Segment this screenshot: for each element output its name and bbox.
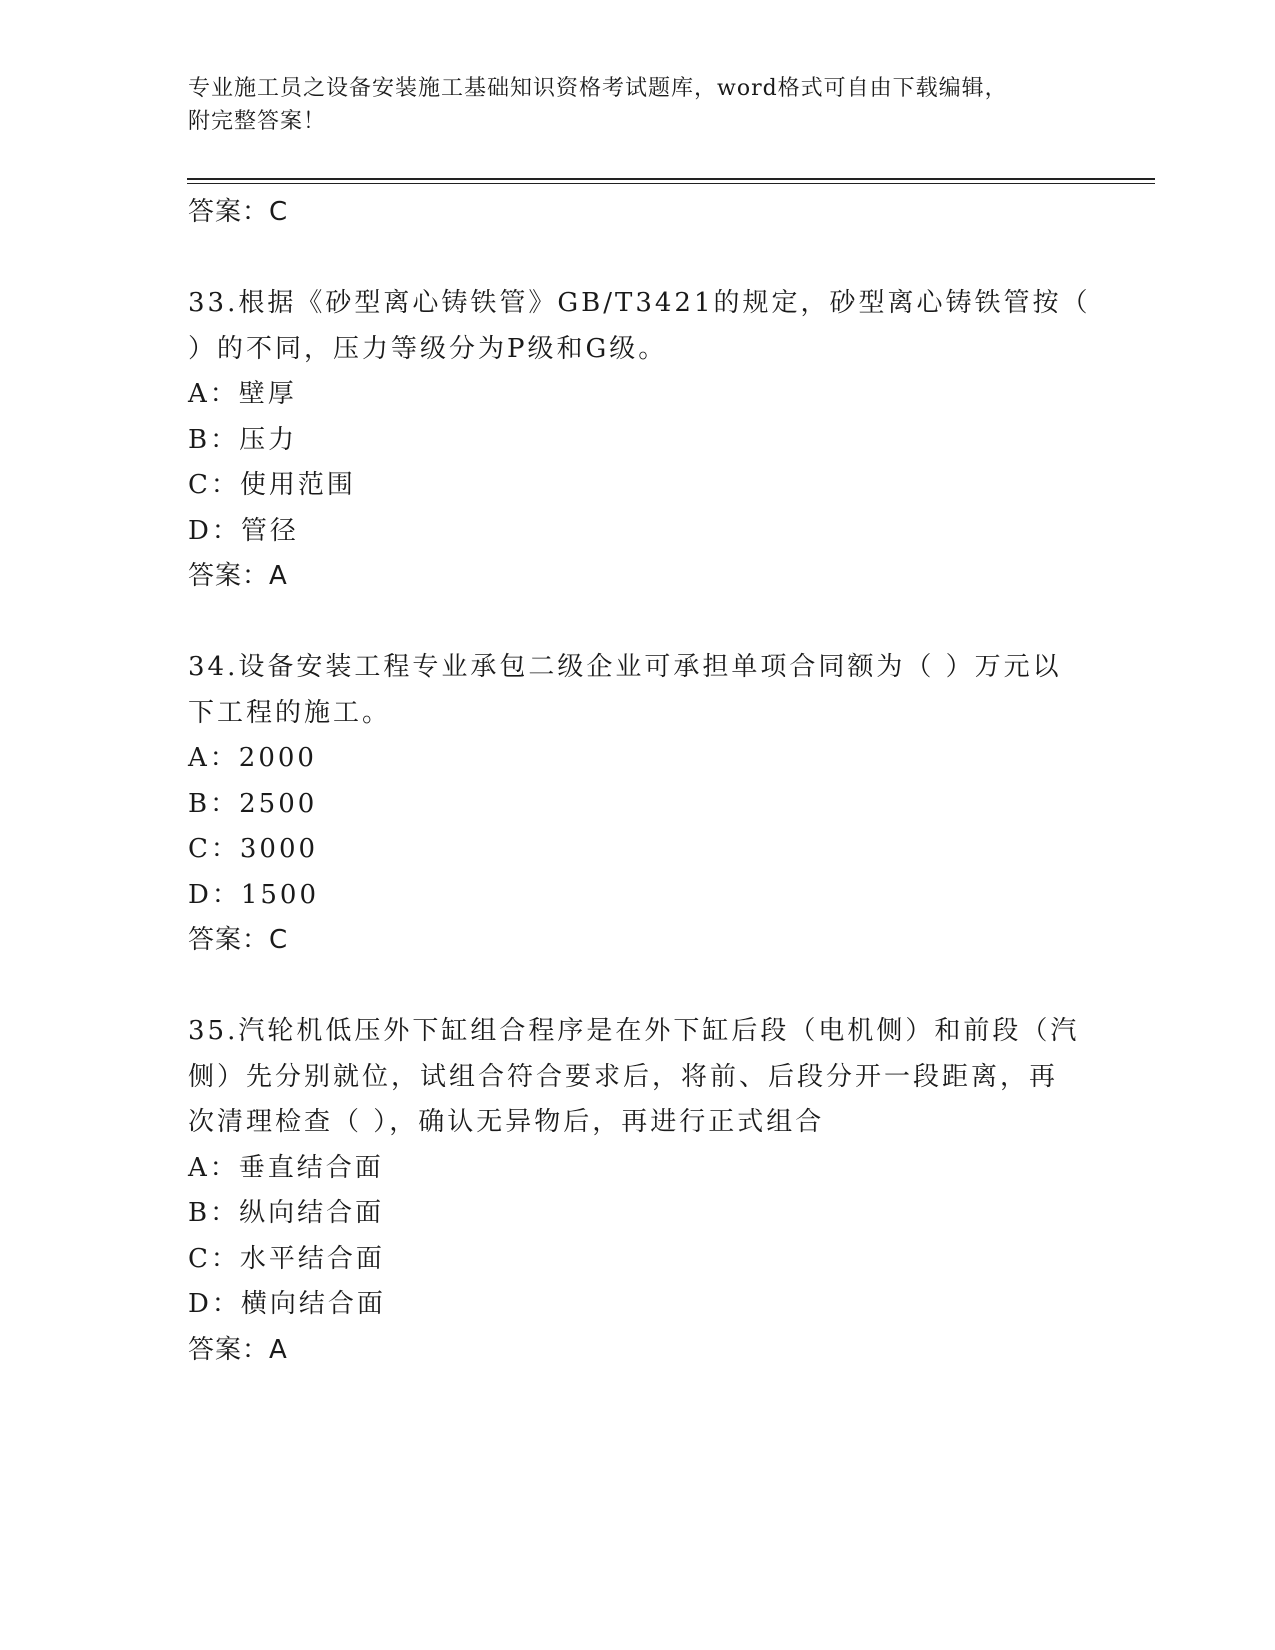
question-text-line: 下工程的施工。 — [188, 697, 392, 728]
header-line-2: 附完整答案！ — [188, 109, 327, 134]
option-d: D：横向结合面 — [188, 1289, 386, 1319]
question-34 — [188, 645, 1088, 964]
question-text-line: 次清理检查（ ），确认无异物后，再进行正式组合 — [188, 1107, 825, 1137]
previous-answer: 答案：C — [188, 197, 289, 227]
option-d: D：1500 — [188, 879, 320, 910]
option-d: D：管径 — [188, 515, 299, 546]
option-c: C：水平结合面 — [188, 1243, 385, 1274]
answer: 答案：A — [188, 561, 288, 591]
document-body — [188, 190, 1091, 1373]
option-b: B：压力 — [188, 424, 298, 455]
option-a: A：2000 — [188, 743, 317, 773]
option-b: B：纵向结合面 — [188, 1198, 385, 1228]
question-text-line: 35.汽轮机低压外下缸组合程序是在外下缸后段（电机侧）和前段（汽 — [188, 1016, 1080, 1046]
option-c: C：使用范围 — [188, 470, 356, 500]
header-rule-thin — [187, 183, 1155, 184]
option-a: A：壁厚 — [188, 379, 297, 409]
option-a: A：垂直结合面 — [188, 1152, 384, 1183]
question-33 — [188, 281, 1091, 600]
question-text-line: 33.根据《砂型离心铸铁管》GB/T3421的规定，砂型离心铸铁管按（ — [188, 288, 1091, 318]
option-c: C：3000 — [188, 834, 319, 864]
spacer — [188, 964, 1088, 1010]
spacer — [188, 600, 1088, 646]
document-header — [188, 72, 1088, 138]
question-text-line: ）的不同，压力等级分为P级和G级。 — [188, 333, 668, 364]
option-b: B：2500 — [188, 788, 318, 819]
question-35 — [188, 1009, 1088, 1373]
question-text-line: 侧）先分别就位，试组合符合要求后，将前、后段分开一段距离，再 — [188, 1061, 1059, 1092]
header-rule-thick — [187, 178, 1155, 180]
answer: 答案：C — [188, 925, 289, 955]
question-text-line: 34.设备安装工程专业承包二级企业可承担单项合同额为（ ）万元以 — [188, 652, 1062, 682]
header-line-1: 专业施工员之设备安装施工基础知识资格考试题库，word格式可自由下载编辑， — [188, 76, 1008, 101]
answer: 答案：A — [188, 1334, 288, 1365]
spacer — [188, 236, 1088, 282]
